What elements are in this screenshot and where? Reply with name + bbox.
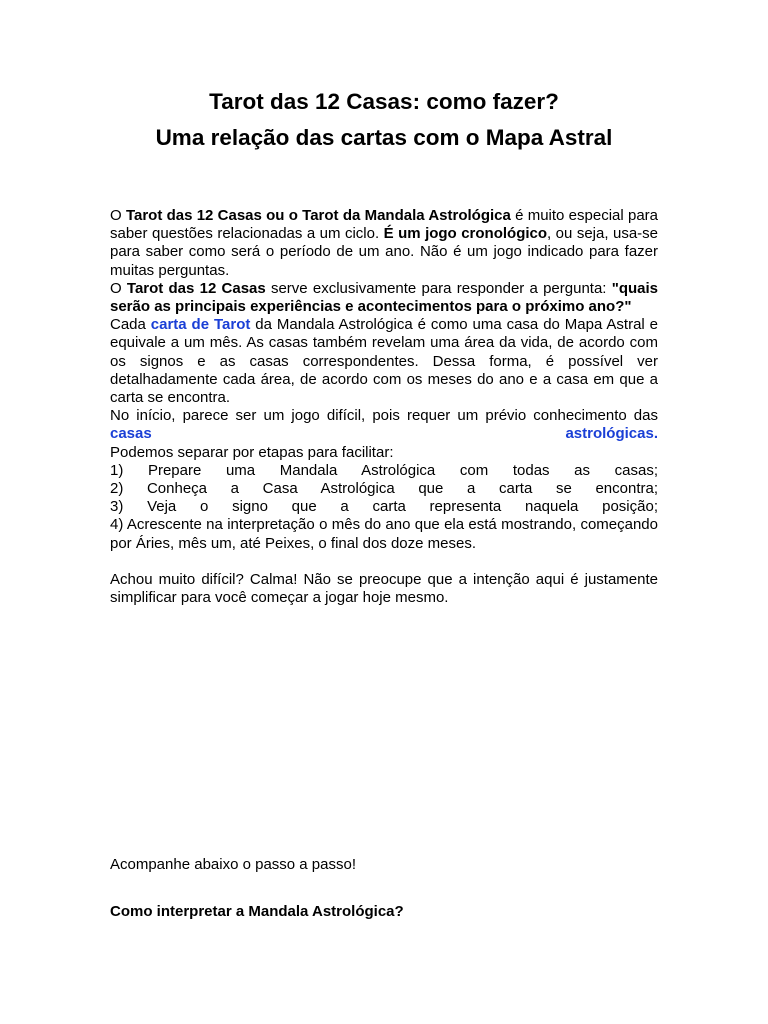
paragraph-gap — [110, 553, 658, 571]
paragraph-conclusion: Achou muito difícil? Calma! Não se preocupe que a intenção aqui é justamente simplificar para você começar a jogar hoje mesmo. — [110, 570, 658, 607]
step-item: 4) Acrescente na interpretação o mês do ano que ela está mostrando, começando por Áries, mês um, até Peixes, o final dos doze meses. — [110, 516, 658, 552]
bold-text: Tarot das 12 Casas — [126, 279, 266, 297]
paragraph-text: serve exclusivamente para responder a pergunta: — [265, 279, 612, 297]
document-body — [110, 207, 658, 607]
paragraph-text: Cada — [110, 316, 151, 334]
document-subtitle: Uma relação das cartas com o Mapa Astral — [155, 125, 613, 150]
link-carta-de-tarot[interactable]: carta de Tarot — [150, 316, 251, 334]
paragraph-text: da Mandala Astrológica é como uma casa do Mapa Astral e equivale a um mês. As casas também revelam uma área da vida, de acordo com os signos e as casas correspondentes. Dessa forma, é possível ver detalhadamente cada área, de acordo com os meses do ano e a casa em que a carta se encontra. — [110, 316, 659, 407]
paragraph-intro — [110, 207, 658, 280]
paragraph-text: é muito especial para saber questões relacionadas a um ciclo. — [110, 207, 658, 243]
link-casas-astrologicas[interactable]: casas astrológicas — [110, 425, 654, 443]
paragraph-text: O — [110, 279, 127, 297]
section-heading: Como interpretar a Mandala Astrológica? — [110, 903, 404, 920]
paragraph-difficulty — [110, 407, 658, 443]
paragraph-text: , ou seja, usa-se para saber como será o período de um ano. Não é um jogo indicado para fazer muitas perguntas. — [110, 225, 658, 279]
paragraph-text: O — [110, 207, 126, 224]
step-item: 1) Prepare uma Mandala Astrológica com todas as casas; — [110, 461, 658, 479]
document-title: Tarot das 12 Casas: como fazer? — [209, 89, 559, 114]
bold-question: "quais serão as principais experiências e acontecimentos para o próximo ano?" — [110, 279, 659, 316]
step-by-step-text: Acompanhe abaixo o passo a passo! — [110, 856, 356, 873]
paragraph-steps-intro: Podemos separar por etapas para facilitar: — [110, 443, 394, 461]
bold-text: Tarot das 12 Casas ou o Tarot da Mandala Astrológica — [125, 207, 511, 224]
step-item: 3) Veja o signo que a carta representa naquela posição; — [110, 498, 658, 516]
paragraph-text: No início, parece ser um jogo difícil, pois requer um prévio conhecimento das — [110, 407, 658, 425]
paragraph-houses — [110, 316, 658, 407]
bold-text: É um jogo cronológico — [383, 225, 548, 243]
step-item: 2) Conheça a Casa Astrológica que a carta se encontra; — [110, 480, 658, 498]
paragraph-purpose — [110, 280, 658, 316]
period-text: . — [653, 425, 658, 443]
